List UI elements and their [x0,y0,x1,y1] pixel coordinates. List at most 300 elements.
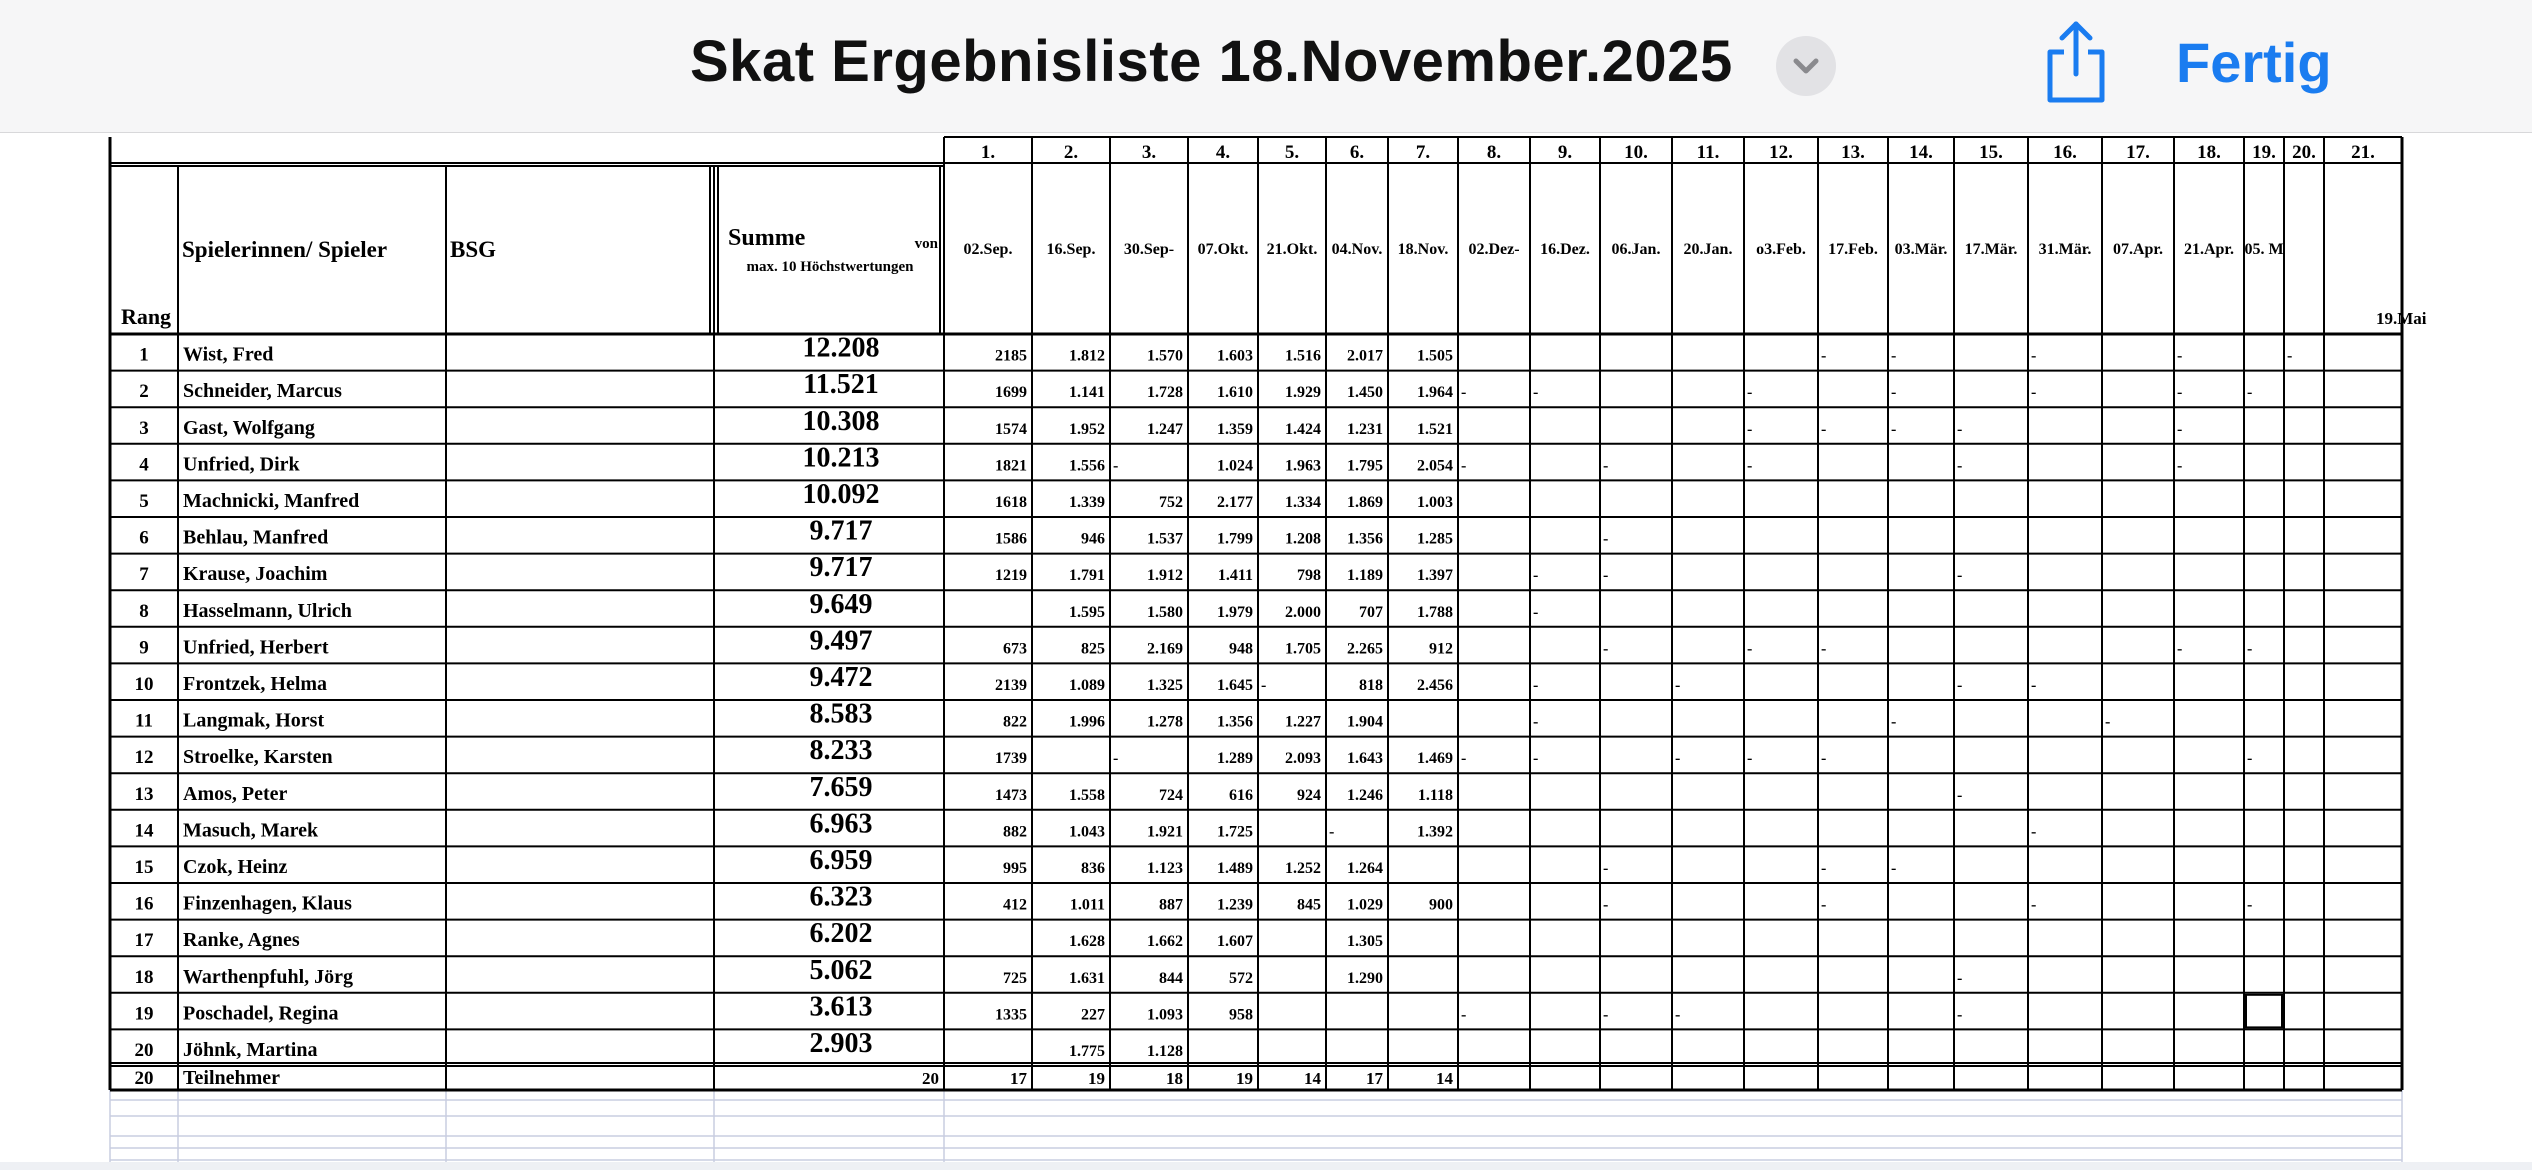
sum-cell: 2.903 [809,1028,873,1059]
score-cell: 1.290 [1347,969,1383,987]
round-number: 6. [1349,142,1365,163]
empty-dash: - [1533,750,1539,768]
empty-dash: - [1957,786,1963,804]
empty-dash: - [1533,713,1539,731]
empty-dash: - [1747,384,1753,402]
score-cell: 1.289 [1217,750,1253,768]
score-cell: 2.054 [1417,457,1453,475]
rank-cell: 5 [139,491,149,512]
empty-dash: - [1957,457,1963,475]
score-cell: 900 [1429,896,1453,914]
score-cell: 995 [1003,860,1027,877]
rank-cell: 9 [139,637,149,659]
score-cell: 882 [1003,823,1027,841]
score-cell: 1.252 [1285,860,1321,877]
player-name: Amos, Peter [183,782,288,805]
player-name: Czok, Heinz [183,856,288,878]
score-cell: 1.595 [1069,603,1105,621]
title-dropdown-button[interactable] [1776,36,1836,96]
round-number: 21. [2351,142,2375,163]
rank-cell: 1 [139,344,149,366]
score-cell: 1.921 [1147,823,1183,841]
empty-dash: - [1821,347,1827,365]
sum-cell: 10.308 [802,405,880,437]
score-cell: 2.177 [1217,494,1253,511]
participant-count: 18 [1166,1069,1183,1088]
score-cell: 1.791 [1069,567,1105,585]
rank-cell: 16 [134,893,154,915]
sum-cell: 6.202 [809,918,873,950]
score-cell: 673 [1003,640,1027,658]
score-cell: 1.339 [1069,494,1105,511]
player-name: Gast, Wolfgang [183,416,315,439]
player-name: Masuch, Marek [183,819,319,842]
rank-cell: 12 [134,747,154,769]
score-cell: 1.812 [1069,347,1105,365]
round-number: 10. [1624,142,1648,163]
score-cell: 1.570 [1147,347,1183,365]
score-cell: 1.580 [1147,603,1183,621]
score-cell: 1.089 [1069,677,1105,694]
score-cell: 1.610 [1217,384,1253,402]
sum-cell: 9.717 [809,552,873,584]
score-cell: 1.093 [1147,1006,1183,1024]
empty-dash: - [1747,640,1753,658]
date-header: 20.Jan. [1683,241,1733,258]
participant-count: 17 [1366,1069,1383,1088]
score-cell: 1.537 [1147,530,1183,548]
participant-count: 17 [1010,1069,1027,1088]
round-number: 19. [2252,142,2276,163]
rank-cell: 8 [139,600,149,622]
score-cell: 958 [1229,1006,1253,1024]
rank-cell: 20 [134,1040,154,1061]
score-cell: 1.645 [1217,677,1253,694]
total-label: Teilnehmer [183,1067,281,1089]
score-cell: 1.788 [1417,603,1453,621]
sum-cell: 5.062 [809,954,873,986]
share-icon [2040,16,2112,106]
rank-cell: 11 [135,710,153,732]
score-cell: 1.979 [1217,603,1253,621]
score-cell: 1.208 [1285,530,1321,548]
total-rank-cell: 20 [134,1068,154,1089]
score-cell: 725 [1003,969,1027,987]
score-cell: 1.359 [1217,420,1253,438]
round-number: 11. [1696,142,1720,163]
empty-dash: - [1957,1006,1963,1024]
round-number: 12. [1769,142,1793,163]
round-number: 2. [1063,142,1079,163]
empty-dash: - [1747,457,1753,475]
empty-dash: - [1533,384,1539,402]
total-count: 20 [922,1069,939,1088]
score-cell: 1.952 [1069,420,1105,438]
participant-count: 14 [1304,1069,1321,1088]
empty-dash: - [2177,420,2183,438]
empty-dash: - [1461,750,1467,768]
empty-dash: - [1747,750,1753,768]
score-cell: 1.869 [1347,494,1383,511]
score-cell: 1.325 [1147,677,1183,694]
rank-cell: 7 [139,564,149,586]
score-cell: 1.469 [1417,750,1453,768]
top-bar [0,0,2532,133]
score-cell: 707 [1359,603,1383,621]
empty-dash: - [1603,640,1609,658]
date-header: o3.Feb. [1756,241,1806,258]
empty-dash: - [1261,677,1267,694]
score-cell: 1.799 [1217,530,1253,548]
score-cell: 227 [1081,1006,1105,1024]
date-header: 16.Sep. [1046,241,1096,258]
empty-dash: - [2247,640,2253,658]
score-cell: 822 [1003,713,1027,731]
date-header: 02.Dez- [1468,241,1520,258]
score-cell: 844 [1159,969,1183,987]
score-cell: 2.017 [1347,347,1383,365]
player-name: Warthenpfuhl, Jörg [183,965,354,988]
sum-cell: 3.613 [809,991,873,1023]
score-cell: 1.725 [1217,823,1253,841]
date-header: 18.Nov. [1397,241,1449,258]
score-cell: 1.118 [1417,786,1453,804]
score-cell: 1.392 [1417,823,1453,841]
participant-count: 14 [1436,1069,1453,1088]
round-number: 8. [1486,142,1502,163]
date-header-19-mai: 19.Mai [2376,309,2427,328]
score-cell: 1.141 [1069,384,1105,402]
empty-dash: - [1821,420,1827,438]
sum-cell: 6.963 [809,808,873,840]
rank-cell: 17 [134,930,154,952]
empty-dash: - [2247,384,2253,402]
score-cell: 924 [1297,786,1321,804]
score-cell: 1.603 [1217,347,1253,365]
empty-dash: - [1533,677,1539,694]
score-cell: 2.265 [1347,640,1383,658]
player-name: Unfried, Dirk [183,453,300,476]
score-cell: 1.424 [1285,420,1321,438]
date-header: 07.Apr. [2112,241,2164,258]
score-cell: 1.043 [1069,823,1105,841]
score-cell: 1.024 [1217,457,1253,475]
empty-dash: - [2031,384,2037,402]
round-number: 17. [2126,142,2150,163]
score-cell: 1.489 [1217,860,1253,877]
player-name: Unfried, Herbert [183,636,329,659]
empty-dash: - [2177,347,2183,365]
score-cell: 845 [1297,896,1321,914]
player-name: Poschadel, Regina [183,1002,339,1025]
score-cell: 2.169 [1147,640,1183,658]
rank-cell: 3 [139,417,149,439]
score-cell: 2.093 [1285,750,1321,768]
score-cell: 1.643 [1347,750,1383,768]
participant-count: 19 [1236,1069,1253,1088]
date-header: 04.Nov. [1331,241,1383,258]
score-cell: 1618 [995,494,1027,511]
score-cell: 1.011 [1069,896,1105,914]
round-number: 13. [1841,142,1865,163]
empty-dash: - [1675,1006,1681,1024]
empty-dash: - [1603,457,1609,475]
empty-dash: - [1113,750,1119,768]
score-cell: 1.556 [1069,457,1105,475]
score-cell: 2.456 [1417,677,1453,694]
score-cell: 1.356 [1217,713,1253,731]
empty-dash: - [2105,713,2111,731]
score-cell: 1.964 [1417,384,1453,402]
sum-cell: 10.092 [802,479,880,510]
date-header: 05. M [2244,241,2284,258]
score-cell: 1.631 [1069,969,1105,987]
empty-dash: - [1821,896,1827,914]
empty-dash: - [2247,750,2253,768]
score-cell: 946 [1081,530,1105,548]
sum-cell: 6.959 [809,845,873,876]
score-cell: 1.558 [1069,786,1105,804]
empty-dash: - [1957,969,1963,987]
table-grid [110,137,2402,1168]
empty-dash: - [1113,457,1119,475]
empty-dash: - [2031,347,2037,365]
date-header: 03.Mär. [1894,241,1948,258]
score-cell: 1.397 [1417,567,1453,585]
rank-cell: 2 [139,381,149,403]
score-cell: 1574 [995,420,1027,438]
empty-dash: - [1891,713,1897,731]
sum-cell: 11.521 [803,369,879,401]
empty-dash: - [2177,457,2183,475]
score-cell: 818 [1359,677,1383,694]
results-spreadsheet [0,132,2532,1170]
score-cell: 1.334 [1285,494,1321,511]
score-cell: 1.356 [1347,530,1383,548]
score-cell: 1.305 [1347,933,1383,951]
score-cell: 1.628 [1069,933,1105,951]
empty-dash: - [2177,384,2183,402]
score-cell: 1.227 [1285,713,1321,731]
date-header: 31.Mär. [2038,241,2092,258]
player-name: Wist, Fred [183,343,274,366]
score-cell: 412 [1003,896,1027,914]
bsg-header: BSG [450,237,497,262]
round-number: 4. [1215,142,1231,163]
score-cell: 798 [1297,567,1321,585]
score-cell: 1.264 [1347,860,1383,877]
player-name: Langmak, Horst [183,709,325,732]
score-cell: 2139 [995,677,1027,694]
empty-dash: - [1461,384,1467,402]
score-cell: 1.963 [1285,457,1321,475]
empty-dash: - [1821,860,1827,877]
score-cell: 1.775 [1069,1043,1105,1060]
bottom-edge [0,1162,2532,1170]
round-number: 5. [1284,142,1300,163]
date-header: 30.Sep- [1123,241,1175,258]
player-name: Finzenhagen, Klaus [183,892,352,915]
score-cell: 1.246 [1347,786,1383,804]
score-cell: 616 [1229,786,1253,804]
score-cell: 1.231 [1347,420,1383,438]
score-cell: 825 [1081,640,1105,658]
round-number: 20. [2292,142,2316,163]
player-name: Krause, Joachim [183,563,328,586]
empty-dash: - [1747,420,1753,438]
score-cell: 1.189 [1347,567,1383,585]
empty-dash: - [2031,823,2037,841]
score-cell: 2.000 [1285,603,1321,621]
score-cell: 1.239 [1217,896,1253,914]
date-header: 16.Dez. [1540,241,1590,258]
score-cell: 1.505 [1417,347,1453,365]
sum-cell: 9.472 [809,662,873,693]
round-number: 15. [1979,142,2003,163]
score-cell: 1.003 [1417,494,1453,511]
round-number: 18. [2197,142,2221,163]
empty-dash: - [1533,603,1539,621]
score-cell: 1.662 [1147,933,1183,951]
score-cell: 948 [1229,640,1253,658]
score-cell: 1821 [995,457,1027,475]
player-name: Frontzek, Helma [183,673,328,695]
empty-dash: - [1603,1006,1609,1024]
date-header: 06.Jan. [1611,241,1661,258]
rank-cell: 4 [139,454,149,476]
score-cell: 1.278 [1147,713,1183,731]
rank-cell: 18 [134,966,154,988]
chevron-down-icon [1776,36,1836,96]
score-cell: 1699 [995,384,1027,402]
empty-dash: - [1603,860,1609,877]
empty-dash: - [1821,750,1827,768]
score-cell: 1.247 [1147,420,1183,438]
date-header: 02.Sep. [963,241,1013,258]
score-cell: 1.516 [1285,347,1321,365]
score-cell: 1.795 [1347,457,1383,475]
date-header: 17.Mär. [1964,241,2018,258]
empty-dash: - [1891,420,1897,438]
done-button[interactable]: Fertig [2176,31,2332,94]
rank-cell: 19 [134,1003,154,1025]
cell-box [2246,995,2282,1028]
empty-dash: - [1891,384,1897,402]
empty-dash: - [1461,457,1467,475]
empty-dash: - [1461,1006,1467,1024]
player-name: Stroelke, Karsten [183,746,333,769]
score-cell: 912 [1429,640,1453,658]
empty-dash: - [2287,347,2293,365]
score-cell: 1739 [995,750,1027,768]
player-name: Jöhnk, Martina [183,1039,318,1061]
sum-cell: 8.583 [809,698,873,730]
score-cell: 752 [1159,494,1183,511]
empty-dash: - [1957,567,1963,585]
sum-header: Summe [728,225,806,251]
score-cell: 1.123 [1147,860,1183,877]
score-cell: 1.128 [1147,1043,1183,1060]
sum-cell: 7.659 [809,771,873,803]
sum-cell: 9.717 [809,515,873,547]
score-cell: 724 [1159,786,1183,804]
score-cell: 1.607 [1217,933,1253,951]
empty-dash: - [1891,347,1897,365]
empty-dash: - [1329,823,1335,841]
score-cell: 2185 [995,347,1027,365]
round-number: 7. [1415,142,1431,163]
score-cell: 1.929 [1285,384,1321,402]
sum-cell: 12.208 [802,332,880,364]
score-cell: 1.450 [1347,384,1383,402]
share-button[interactable] [2040,16,2112,106]
empty-dash: - [1821,640,1827,658]
rank-cell: 14 [134,820,154,842]
score-cell: 1.705 [1285,640,1321,658]
score-cell: 1.904 [1347,713,1383,731]
rank-cell: 15 [134,857,154,878]
score-cell: 1.996 [1069,713,1105,731]
score-cell: 836 [1081,860,1105,877]
empty-dash: - [1603,896,1609,914]
sum-subheader: max. 10 Höchstwertungen [746,259,914,275]
sum-cell: 10.213 [802,442,880,474]
empty-dash: - [2031,896,2037,914]
sum-cell: 8.233 [809,735,873,767]
empty-dash: - [1957,420,1963,438]
rank-cell: 13 [134,783,154,805]
date-header: 21.Okt. [1266,241,1318,258]
sum-cell: 6.323 [809,881,873,913]
score-cell: 1219 [995,567,1027,585]
empty-dash: - [2247,896,2253,914]
document-title: Skat Ergebnisliste 18.November.2025 [690,29,1733,94]
rank-header: Rang [120,304,172,329]
score-cell: 1.912 [1147,567,1183,585]
empty-dash: - [1957,677,1963,694]
empty-dash: - [1675,677,1681,694]
sum-cell: 9.497 [809,625,873,657]
player-name: Machnicki, Manfred [183,490,360,512]
rank-cell: 6 [139,527,149,549]
empty-dash: - [1603,530,1609,548]
player-header: Spielerinnen/ Spieler [182,237,388,262]
empty-dash: - [1603,567,1609,585]
player-name: Hasselmann, Ulrich [183,599,352,622]
score-cell: 1.411 [1217,567,1253,585]
empty-dash: - [1675,750,1681,768]
empty-dash: - [1533,567,1539,585]
round-number: 1. [980,142,996,163]
player-name: Schneider, Marcus [183,380,342,403]
player-name: Behlau, Manfred [183,526,329,549]
player-name: Ranke, Agnes [183,929,300,952]
date-header: 07.Okt. [1197,241,1249,258]
score-cell: 1.728 [1147,384,1183,402]
sum-von-label: von [914,236,938,252]
empty-dash: - [2177,640,2183,658]
score-cell: 887 [1159,896,1183,914]
round-number: 16. [2053,142,2077,163]
score-cell: 1335 [995,1006,1027,1024]
score-cell: 1.029 [1347,896,1383,914]
sum-cell: 9.649 [809,588,873,620]
round-number: 9. [1557,142,1573,163]
round-number: 3. [1141,142,1157,163]
rank-cell: 10 [134,674,154,695]
participant-count: 19 [1088,1069,1105,1088]
score-cell: 1.521 [1417,420,1453,438]
